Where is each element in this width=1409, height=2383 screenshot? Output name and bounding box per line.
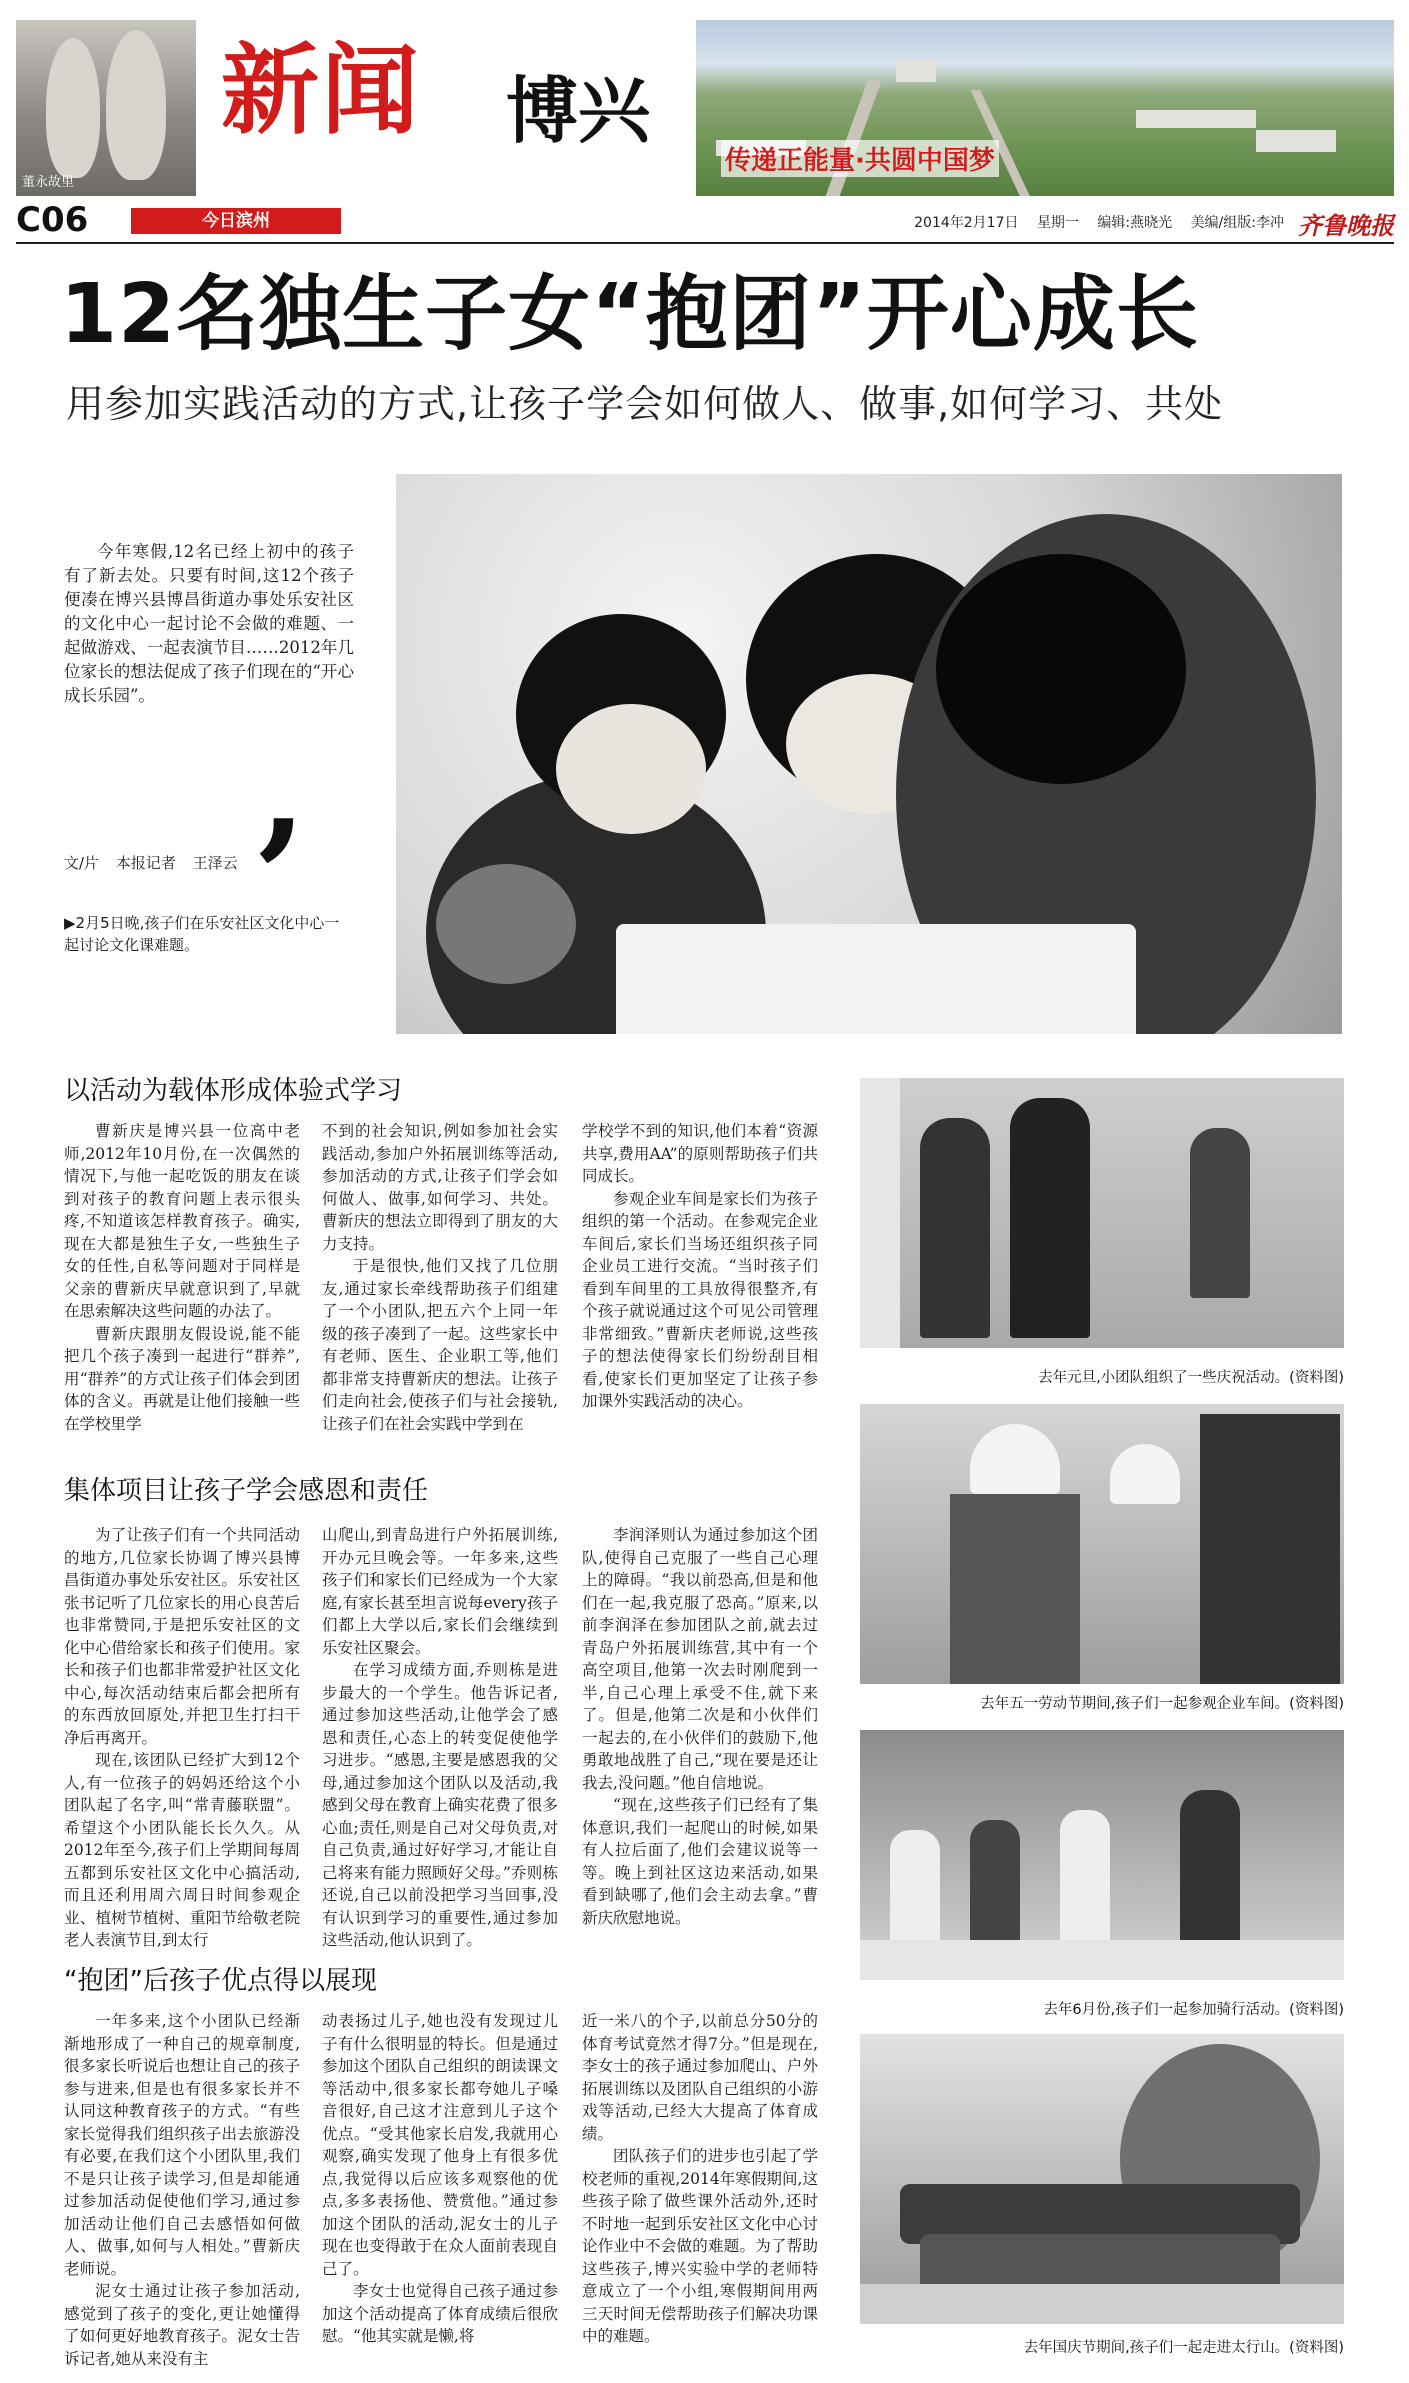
statue-photo — [16, 20, 196, 196]
section-2-col-1 — [64, 1524, 300, 1952]
paragraph: 李润泽则认为通过参加这个团队,使得自己克服了一些自己心理上的障碍。“我以前恐高,但是和他们在一起,我克服了恐高。”原来,以前李润泽在参加团队之前,就去过青岛户外拓展训练营,其中有一个高空项目,他第一次去时刚爬到一半,自己心理上承受不住,就下来了。但是,他第二次是和小伙伴们一起去的,在小伙伴们的鼓励下,他勇敢地战胜了自己,“现在要是还让我去,没问题。”他自信地说。 — [582, 1526, 818, 1792]
side-photo-3-caption: 去年6月份,孩子们一起参加骑行活动。(资料图) — [1043, 2002, 1344, 2018]
side-photo-3 — [860, 1730, 1344, 1980]
paragraph: “现在,这些孩子们已经有了集体意识,我们一起爬山的时候,如果有人拉后面了,他们会建议说等一等。晚上到社区这边来活动,如果看到缺哪了,他们会主动去拿。”曹新庆欣慰地说。 — [582, 1796, 818, 1927]
main-photo — [396, 474, 1342, 1034]
paragraph: 曹新庆跟朋友假设说,能不能把几个孩子凑到一起进行“群养”,用“群养”的方式让孩子们体会到团体的含义。再就是让他们接触一些在学校里学 — [64, 1324, 300, 1433]
paragraph: 山爬山,到青岛进行户外拓展训练,开办元旦晚会等。一年多来,这些孩子们和家长们已经成为一个大家庭,有家长甚至坦言说每every孩子们都上大学以后,家长们会继续到乐安社区聚会。 — [322, 1526, 558, 1657]
byline — [64, 852, 250, 873]
paragraph: 为了让孩子们有一个共同活动的地方,几位家长协调了博兴县博昌街道办事处乐安社区。乐安社区张书记听了几位家长的用心良苦后也非常赞同,于是把乐安社区的文化中心借给家长和孩子们使用。家长和孩子们也都非常爱护社区文化中心,每次活动结束后都会把所有的东西放回原处,并把卫生打扫干净后再离开。 — [64, 1526, 300, 1747]
paragraph: 泥女士通过让孩子参加活动,感觉到了孩子的变化,更让她懂得了如何更好地教育孩子。泥女士告诉记者,她从来没有主 — [64, 2282, 300, 2368]
masthead — [16, 20, 1394, 196]
page-bar — [16, 200, 1394, 240]
weekday: 星期一 — [1036, 215, 1079, 231]
side-photo-1-caption: 去年元旦,小团队组织了一些庆祝活动。(资料图) — [1038, 1370, 1344, 1386]
date: 2014年2月17日 — [914, 215, 1019, 231]
slogan: 传递正能量·共圆中国梦 — [721, 140, 999, 177]
headline: 12名独生子女“抱团”开心成长 — [60, 267, 1199, 362]
statue-caption: 董永故里 — [22, 175, 75, 190]
dateline — [914, 212, 1298, 232]
paragraph: 学校学不到的知识,他们本着“资源共享,费用AA”的原则帮助孩子们共同成长。 — [582, 1122, 818, 1185]
page-number: C06 — [16, 200, 89, 240]
subheadline: 用参加实践活动的方式,让孩子学会如何做人、做事,如何学习、共处 — [66, 382, 1224, 426]
section-1-col-1 — [64, 1120, 300, 1435]
byline-label: 文/片 — [64, 854, 100, 872]
paragraph: 参观企业车间是家长们为孩子组织的第一个活动。在参观完企业车间后,家长们当场还组织孩子同企业员工进行交流。“当时孩子们看到车间里的工具放得很整齐,有个孩子就说通过这个可见公司管理非常细致。”曹新庆老师说,这些孩子的想法使得家长们纷纷刮目相看,使家长们更加坚定了让孩子参加课外实践活动的决心。 — [582, 1189, 818, 1410]
section-2-col-3 — [582, 1524, 818, 1929]
paragraph: 于是很快,他们又找了几位朋友,通过家长牵线帮助孩子们组建了一个小团队,把五六个上同一年级的孩子凑到了一起。这些家长中有老师、医生、企业职工等,他们都非常支持曹新庆的想法。让孩子们走向社会,使孩子们与社会接轨,让孩子们在社会实践中学到在 — [322, 1257, 558, 1433]
section-title-3: “抱团”后孩子优点得以展现 — [64, 1966, 377, 1996]
header-rule — [16, 242, 1394, 244]
paragraph: 现在,该团队已经扩大到12个人,有一位孩子的妈妈还给这个小团队起了名字,叫“常青藤联盟”。希望这个小团队能长长久久。从2012年至今,孩子们上学期间每周五都到乐安社区文化中心搞活动,而且还利用周六周日时间参观企业、植树节植树、重阳节给敬老院老人表演节目,到太行 — [64, 1751, 300, 1949]
paragraph: 动表扬过儿子,她也没有发现过儿子有什么很明显的特长。但是通过参加这个团队自己组织的朗读课文等活动中,很多家长都夸她儿子嗓音很好,自己这才注意到儿子这个优点。“受其他家长启发,我就用心观察,确实发现了他身上有很多优点,我觉得以后应该多观察他的优点,多多表扬他、赞赏他。”通过参加这个团队的活动,泥女士的儿子现在也变得敢于在众人面前表现自己了。 — [322, 2012, 558, 2278]
brand-title: 新闻 — [221, 34, 422, 148]
section-3-col-1 — [64, 2010, 300, 2370]
paragraph: 近一米八的个子,以前总分50分的体育考试竟然才得7分。”但是现在,李女士的孩子通过参加爬山、户外拓展训练以及团队自己组织的小游戏等活动,已经大大提高了体育成绩。 — [582, 2012, 818, 2143]
main-photo-caption: ▶2月5日晚,孩子们在乐安社区文化中心一起讨论文化课难题。 — [64, 914, 340, 954]
paragraph: 不到的社会知识,例如参加社会实践活动,参加户外拓展训练等活动,参加活动的方式,让孩子们学会如何做人、做事,如何学习、共处。曹新庆的想法立即得到了朋友的大力支持。 — [322, 1122, 558, 1253]
side-photo-1 — [860, 1078, 1344, 1348]
section-3-col-3 — [582, 2010, 818, 2348]
brand-subtitle: 博兴 — [506, 69, 651, 153]
section-1-col-3 — [582, 1120, 818, 1413]
decorative-comma: , — [258, 710, 307, 874]
side-photo-4-caption: 去年国庆节期间,孩子们一起走进太行山。(资料图) — [1023, 2340, 1344, 2356]
paragraph: 团队孩子们的进步也引起了学校老师的重视,2014年寒假期间,这些孩子除了做些课外活动外,还时不时地一起到乐安社区文化中心讨论作业中不会做的难题。为了帮助这些孩子,博兴实验中学的老师特意成立了一个小组,寒假期间用两三天时间无偿帮助孩子们解决功课中的难题。 — [582, 2147, 818, 2345]
byline-author: 王泽云 — [192, 854, 238, 872]
paper-logo: 齐鲁晚报 — [1298, 211, 1394, 240]
paragraph: 在学习成绩方面,乔则栋是进步最大的一个学生。他告诉记者,通过参加这些活动,让他学会了感恩和责任,心态上的转变促使他学习进步。“感恩,主要是感恩我的父母,通过参加这个团队以及活动,我感到父母在教育上确实花费了很多心血;责任,则是自己对父母负责,对自己负责,通过好好学习,才能让自己将来有能力照顾好父母。”乔则栋还说,自己以前没把学习当回事,没有认识到学习的重要性,通过参加这些活动,他认识到了。 — [322, 1661, 558, 1949]
designer: 美编/组版:李冲 — [1190, 215, 1284, 231]
side-photo-2 — [860, 1404, 1344, 1684]
editor: 编辑:燕晓光 — [1097, 215, 1173, 231]
section-title-2: 集体项目让孩子学会感恩和责任 — [64, 1476, 429, 1506]
side-photo-2-caption: 去年五一劳动节期间,孩子们一起参观企业车间。(资料图) — [980, 1696, 1344, 1712]
lead-paragraph: 今年寒假,12名已经上初中的孩子有了新去处。只要有时间,这12个孩子便凑在博兴县博昌街道办事处乐安社区的文化中心一起讨论不会做的难题、一起做游戏、一起表演节目……2012年几位家长的想法促成了孩子们现在的“开心成长乐园”。 — [64, 542, 354, 705]
paragraph: 李女士也觉得自己孩子通过参加这个活动提高了体育成绩后很欣慰。“他其实就是懒,将 — [322, 2282, 558, 2345]
side-photo-4 — [860, 2034, 1344, 2324]
byline-role: 本报记者 — [115, 854, 176, 872]
section-3-col-2 — [322, 2010, 558, 2348]
section-1-col-2 — [322, 1120, 558, 1435]
paragraph: 一年多来,这个小团队已经渐渐地形成了一种自己的规章制度,很多家长听说后也想让自己的孩子参与进来,但是也有很多家长并不认同这种教育孩子的方式。“有些家长觉得我们组织孩子出去旅游没有必要,在我们这个小团队里,我们不是只让孩子读学习,但是却能通过参加活动促使他们学习,通过参加活动让他们自己去感悟如何做人、做事,如何与人相处。”曹新庆老师说。 — [64, 2012, 300, 2278]
section-2-col-2 — [322, 1524, 558, 1952]
section-title-1: 以活动为载体形成体验式学习 — [64, 1076, 403, 1106]
section-tag: 今日滨州 — [131, 208, 341, 234]
paragraph: 曹新庆是博兴县一位高中老师,2012年10月份,在一次偶然的情况下,与他一起吃饭的朋友在谈到对孩子的教育问题上表示很头疼,不知道该怎样教育孩子。确实,现在大都是独生子女,一些独生子女的任性,自私等问题对于同样是父亲的曹新庆早就意识到了,早就在思索解决这些问题的办法了。 — [64, 1122, 300, 1320]
